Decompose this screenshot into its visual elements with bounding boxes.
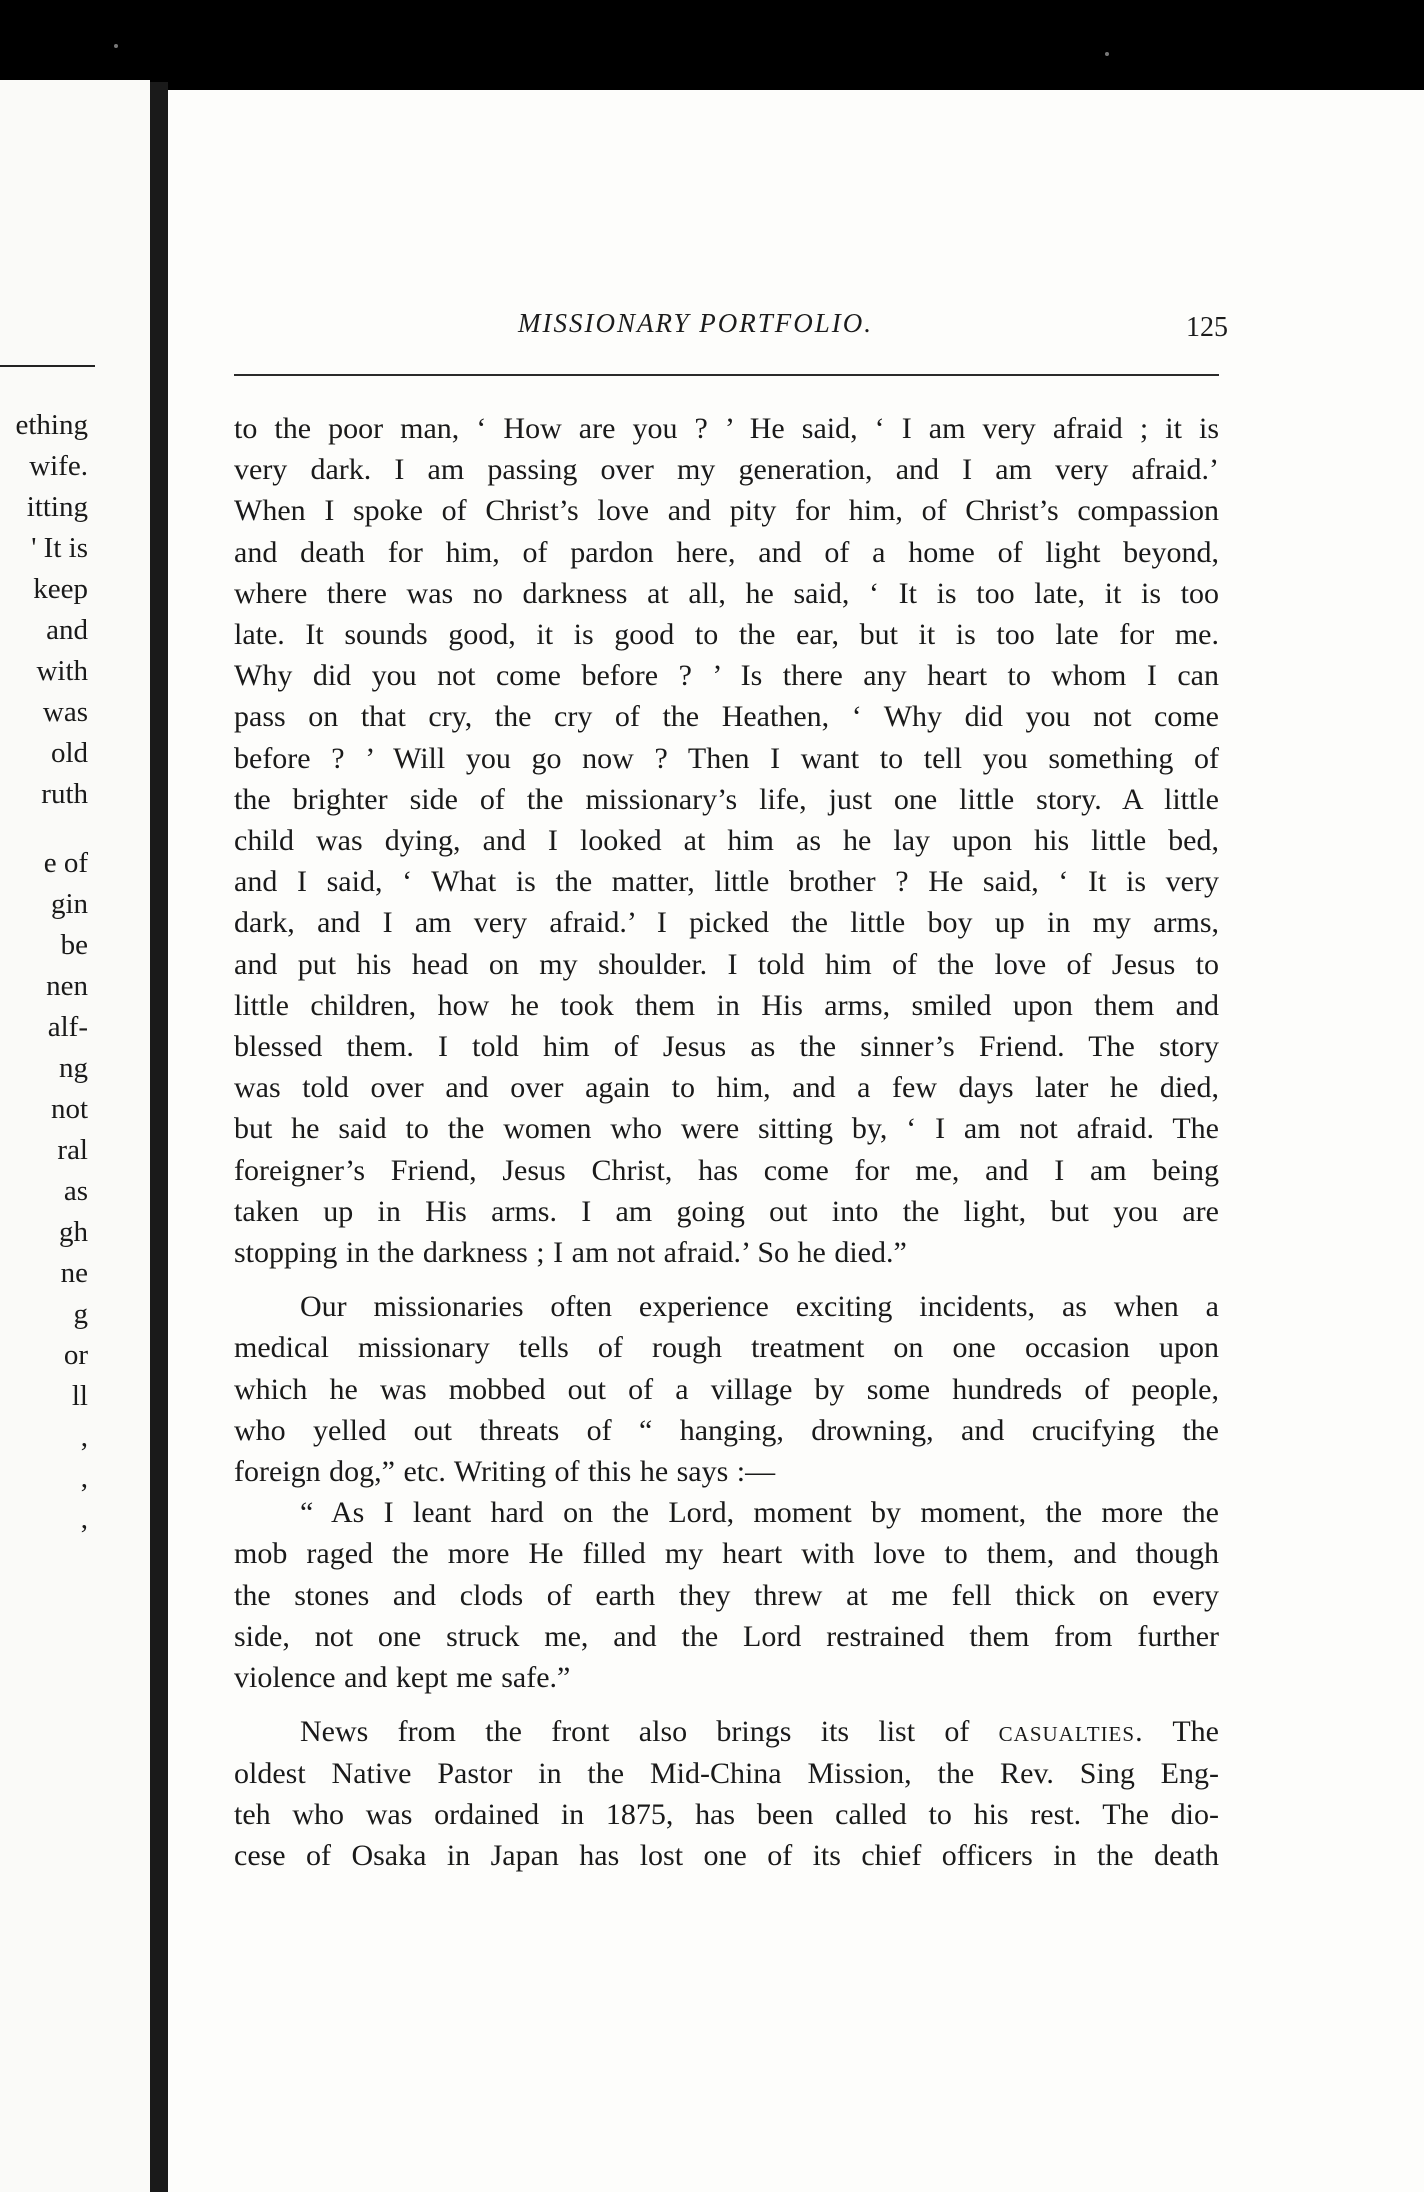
text-line: which he was mobbed out of a village by some hundreds of people, [234,1372,1219,1406]
text-line: teh who was ordained in 1875, has been called to his rest. The dio- [234,1797,1219,1831]
text-line: “ As I leant hard on the Lord, moment by moment, the more the [300,1496,1219,1530]
facing-page-line: ral [57,1134,88,1166]
facing-page-line: with [36,655,88,687]
facing-page-line: itting [26,491,88,523]
text-span: The [1143,1715,1219,1749]
text-line: child was dying, and I looked at him as he lay upon his little bed, [234,824,1219,858]
facing-page-line: , [80,1462,88,1494]
text-line: dark, and I am very afraid.’ I picked the little boy up in my arms, [234,906,1219,940]
text-line: very dark. I am passing over my generation, and I am very afraid.’ [234,453,1219,487]
facing-page-line: be [60,929,88,961]
facing-page-line: g [73,1298,88,1330]
facing-page-line: ng [59,1052,88,1084]
text-line: Our missionaries often experience exciting incidents, as when a [300,1290,1219,1324]
casualties-heading: casualties. [998,1715,1144,1749]
facing-page-line: gh [59,1216,88,1248]
header-rule [234,374,1219,376]
facing-page-line: alf- [47,1011,88,1043]
text-line: side, not one struck me, and the Lord restrained them from further [234,1619,1219,1653]
facing-page-line: e of [43,847,88,879]
text-line: blessed them. I told him of Jesus as the sinner’s Friend. The story [234,1030,1219,1064]
text-line: little children, how he took them in His arms, smiled upon them and [234,988,1219,1022]
facing-page-rule [0,365,95,367]
book-spine [150,82,168,2192]
text-line: and death for him, of pardon here, and of a home of light beyond, [234,535,1219,569]
text-line: mob raged the more He filled my heart with love to them, and though [234,1537,1219,1571]
book-page [168,90,1424,2192]
page-number: 125 [1186,312,1228,343]
facing-page-line: and [46,614,88,646]
facing-page-line: was [42,696,88,728]
facing-page-line: ne [60,1257,88,1289]
text-line: cese of Osaka in Japan has lost one of its chief officers in the death [234,1838,1219,1872]
facing-page [0,80,150,2192]
text-line: but he said to the women who were sitting by, ‘ I am not afraid. The [234,1112,1219,1146]
facing-page-line: ' It is [31,532,88,564]
text-line: foreign dog,” etc. Writing of this he says :— [234,1455,776,1489]
facing-page-line: as [63,1175,88,1207]
facing-page-line: , [80,1503,88,1535]
text-line: who yelled out threats of “ hanging, drowning, and crucifying the [234,1413,1219,1447]
facing-page-line: keep [33,573,88,605]
running-title: MISSIONARY PORTFOLIO. [518,308,873,338]
text-line: pass on that cry, the cry of the Heathen, ‘ Why did you not come [234,700,1219,734]
facing-page-text [16,405,89,1540]
text-line: late. It sounds good, it is good to the ear, but it is too late for me. [234,618,1219,652]
text-line: the stones and clods of earth they threw at me fell thick on every [234,1578,1219,1612]
text-line: medical missionary tells of rough treatment on one occasion upon [234,1331,1219,1365]
facing-page-line: not [50,1093,88,1125]
dust-speck [114,44,118,48]
facing-page-line: old [50,737,88,769]
facing-page-line: ruth [41,778,88,810]
text-line: before ? ’ Will you go now ? Then I want to tell you something of [234,741,1219,775]
facing-page-line: nen [46,970,88,1002]
body-text [234,408,1219,1876]
text-line: violence and kept me safe.” [234,1661,571,1695]
text-line [234,1711,1219,1752]
facing-page-line: , [80,1421,88,1453]
running-head [168,308,1424,348]
text-line: oldest Native Pastor in the Mid-China Mission, the Rev. Sing Eng- [234,1756,1219,1790]
dust-speck [1105,52,1109,56]
text-line: and put his head on my shoulder. I told him of the love of Jesus to [234,947,1219,981]
facing-page-line: ething [15,409,88,441]
text-line: taken up in His arms. I am going out into the light, but you are [234,1194,1219,1228]
text-line: stopping in the darkness ; I am not afraid.’ So he died.” [234,1236,907,1270]
facing-page-line: wife. [29,450,88,482]
text-line: and I said, ‘ What is the matter, little brother ? He said, ‘ It is very [234,865,1219,899]
facing-page-line: gin [50,888,88,920]
text-line: where there was no darkness at all, he said, ‘ It is too late, it is too [234,576,1219,610]
text-line: Why did you not come before ? ’ Is there any heart to whom I can [234,659,1219,693]
facing-page-line: ll [71,1380,88,1412]
text-span: News from the front also brings its list of [300,1715,999,1749]
text-line: to the poor man, ‘ How are you ? ’ He said, ‘ I am very afraid ; it is [234,412,1219,445]
text-line: the brighter side of the missionary’s life, just one little story. A little [234,782,1219,816]
facing-page-line: or [63,1339,88,1371]
text-line: was told over and over again to him, and a few days later he died, [234,1071,1219,1105]
text-line: When I spoke of Christ’s love and pity for him, of Christ’s compassion [234,494,1219,528]
text-line: foreigner’s Friend, Jesus Christ, has come for me, and I am being [234,1153,1219,1187]
